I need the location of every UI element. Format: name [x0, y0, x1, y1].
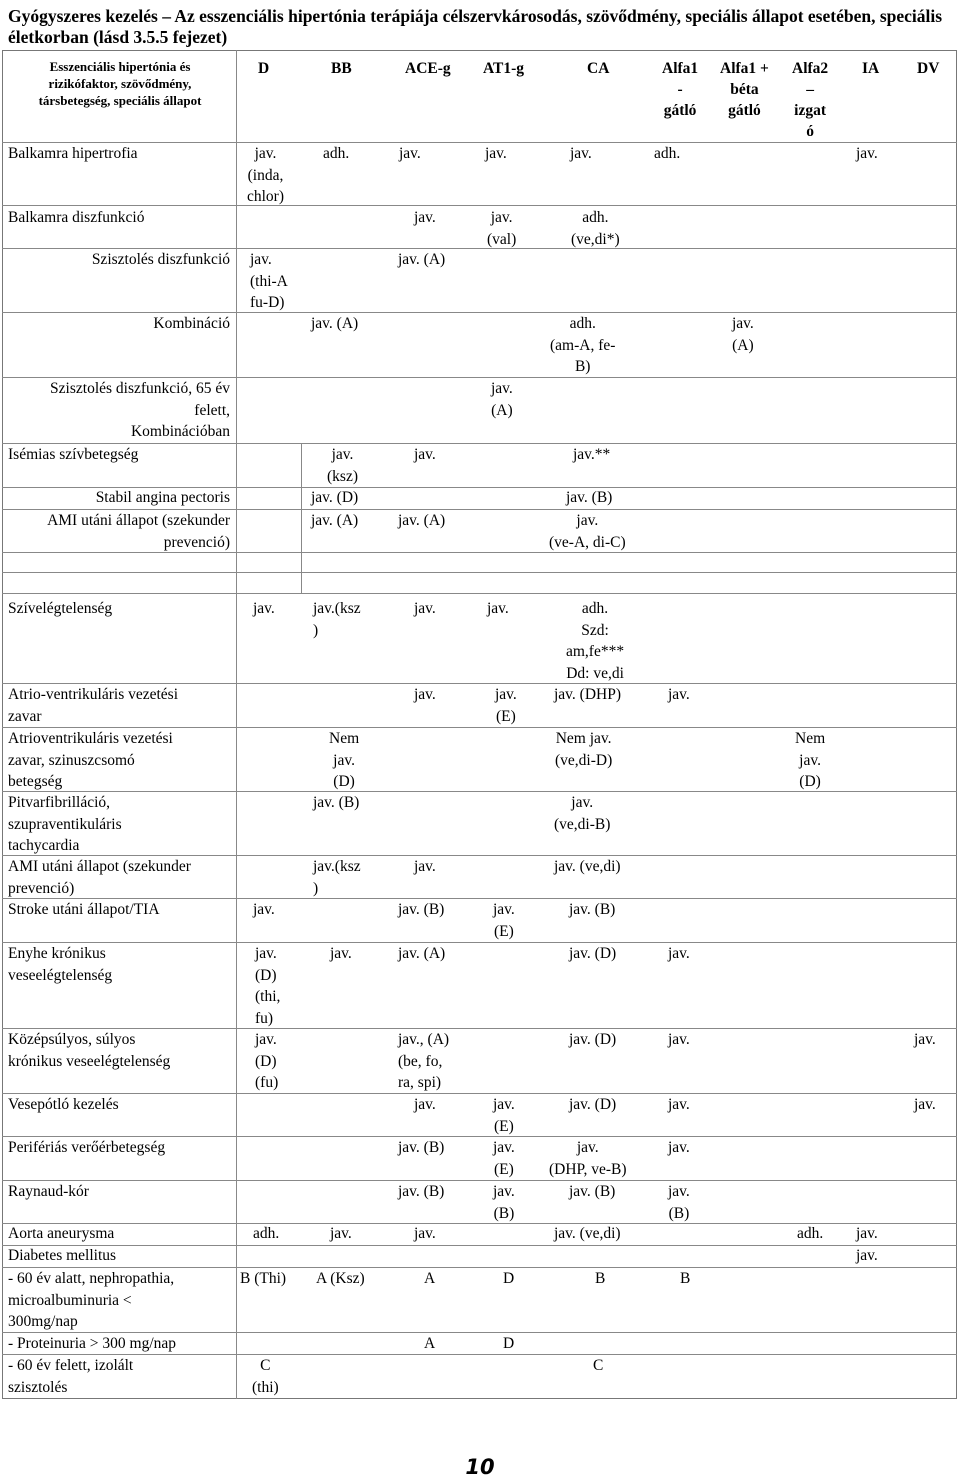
cell-alfa1: jav.: [668, 1139, 690, 1156]
header-col-dv: DV: [917, 60, 940, 77]
header-col-ca: CA: [587, 60, 610, 77]
cell-alfa1: jav.: [668, 1031, 690, 1048]
header-col-ia: IA: [862, 60, 880, 77]
column-divider: [301, 443, 302, 487]
row-label: AMI utáni állapot (szekunder prevenció): [47, 512, 230, 551]
cell-d: jav. (D) (fu): [255, 1031, 279, 1091]
cell-d: jav. (D) (thi, fu): [255, 945, 281, 1027]
row-label: Szívelégtelenség: [8, 600, 113, 617]
cell-ace-g: jav.: [414, 1096, 436, 1113]
cell-alfa1-beta: jav. (A): [732, 315, 754, 354]
row-label: Atrioventrikuláris vezetési zavar, szinuszcsomó betegség: [8, 730, 173, 790]
cell-ace-g: A: [424, 1270, 436, 1287]
cell-alfa1: jav.: [668, 686, 690, 703]
cell-ca: jav. (ve-A, di-C): [549, 512, 626, 551]
cell-ca: jav. (D): [569, 1096, 617, 1113]
row-label: Stroke utáni állapot/TIA: [8, 901, 160, 918]
cell-ace-g: jav.: [414, 686, 436, 703]
cell-ace-g: jav.: [414, 209, 436, 226]
header-col-at1-g: AT1-g: [483, 60, 525, 77]
row-divider: [2, 1093, 957, 1094]
cell-ca: jav. (ve,di): [554, 858, 621, 875]
cell-bb: jav. (ksz): [327, 446, 358, 485]
cell-at1-g: jav.: [414, 446, 436, 463]
row-label: Raynaud-kór: [8, 1183, 89, 1200]
cell-alfa1: B: [680, 1270, 691, 1287]
row-label: AMI utáni állapot (szekunder prevenció): [8, 858, 191, 897]
cell-bb: jav. (A): [311, 512, 359, 529]
cell-ace-g: jav.: [414, 600, 436, 617]
cell-ca: jav.: [570, 145, 592, 162]
cell-bb: jav.(ksz ): [313, 858, 361, 897]
cell-ca: adh. Szd: am,fe*** Dd: ve,di: [566, 600, 625, 682]
row-divider: [2, 1245, 957, 1246]
row-label: Vesepótló kezelés: [8, 1096, 119, 1113]
header-col-alfa1-beta: Alfa1 + béta gátló: [720, 60, 769, 119]
header-col-ace-g: ACE-g: [405, 60, 451, 77]
column-divider: [301, 552, 302, 593]
cell-d: jav. (inda, chlor): [247, 145, 285, 205]
row-label: Diabetes mellitus: [8, 1247, 117, 1264]
row-label: Balkamra hipertrofia: [8, 145, 138, 162]
row-divider: [2, 142, 957, 143]
cell-alfa1: jav.: [668, 945, 690, 962]
document-title: Gyógyszeres kezelés – Az esszenciális hipertónia terápiája célszervkárosodás, szövődmény, speciális állapot esetében, speciális életkorban (lásd 3.5.5 fejezet): [8, 6, 943, 47]
row-label: Isémias szívbetegség: [8, 446, 139, 463]
cell-ca: C: [593, 1357, 604, 1374]
cell-ca: jav. (D): [569, 1031, 617, 1048]
cell-bb: jav.(ksz ): [313, 600, 361, 639]
column-divider: [301, 487, 302, 509]
cell-ace-g: jav. (A): [398, 945, 446, 962]
cell-ace-g: jav. (A): [398, 512, 446, 529]
cell-ace-g: A: [424, 1335, 436, 1352]
cell-ca: jav. (D): [569, 945, 617, 962]
cell-dv: jav.: [914, 1096, 936, 1113]
header-col-d: D: [258, 60, 270, 77]
header-col-bb: BB: [331, 60, 352, 77]
cell-bb: adh.: [323, 145, 350, 162]
cell-d: adh.: [253, 1225, 280, 1242]
cell-ca: jav. (ve,di): [554, 1225, 621, 1242]
cell-at1-g: jav. (B): [493, 1183, 515, 1222]
cell-ace-g: jav. (A): [398, 251, 446, 268]
cell-alfa1: adh.: [654, 145, 681, 162]
cell-dv: jav.: [914, 1031, 936, 1048]
row-label: Kombináció: [153, 315, 230, 332]
cell-at1-g: D: [503, 1335, 515, 1352]
cell-at1-g: jav. (E): [493, 1139, 515, 1178]
cell-ca: jav. (ve,di-B): [554, 794, 611, 833]
cell-ia: jav.: [856, 1247, 878, 1264]
column-divider: [301, 509, 302, 552]
cell-ca: jav. (B): [566, 489, 613, 506]
cell-bb: jav. (A): [311, 315, 359, 332]
row-label: Balkamra diszfunkció: [8, 209, 145, 226]
cell-bb: A (Ksz): [316, 1270, 365, 1287]
cell-bb: jav. (B): [313, 794, 360, 811]
page-number: 10: [465, 1455, 495, 1479]
cell-at1-g: jav. (val): [487, 209, 517, 248]
row-label: Szisztolés diszfunkció, 65 év felett, Kombinációban: [50, 380, 230, 440]
cell-at1-g: jav.: [487, 600, 509, 617]
row-divider: [2, 1180, 957, 1181]
row-label: Aorta aneurysma: [8, 1225, 115, 1242]
cell-alfa2: Nem jav. (D): [795, 730, 826, 790]
row-divider: [2, 443, 957, 444]
cell-ace-g: jav.: [414, 858, 436, 875]
cell-ace-g: jav. (B): [398, 1183, 445, 1200]
row-label: Enyhe krónikus veseelégtelenség: [8, 945, 113, 984]
row-divider: [2, 593, 957, 594]
cell-d: jav.: [253, 901, 275, 918]
row-label: - Proteinuria > 300 mg/nap: [8, 1335, 177, 1352]
header-col-alfa1: Alfa1 - gátló: [662, 60, 699, 119]
cell-d: jav. (thi-A fu-D): [250, 251, 288, 311]
cell-at1-g: D: [503, 1270, 515, 1287]
cell-d: jav.: [253, 600, 275, 617]
row-label: Stabil angina pectoris: [95, 489, 230, 506]
cell-ca: Nem jav. (ve,di-D): [555, 730, 613, 769]
row-divider: [2, 205, 957, 206]
cell-d: B (Thi): [240, 1270, 287, 1287]
cell-ca: adh. (am-A, fe- B): [550, 315, 616, 375]
row-label: Perifériás verőérbetegség: [8, 1139, 166, 1156]
cell-at1-g: jav. (E): [493, 901, 515, 940]
cell-ca: B: [595, 1270, 606, 1287]
row-label: - 60 év felett, izolált szisztolés: [8, 1357, 134, 1396]
cell-at1-g: jav.: [485, 145, 507, 162]
cell-ca: jav. (B): [569, 1183, 616, 1200]
row-divider: [2, 572, 957, 573]
row-divider: [2, 942, 957, 943]
header-condition: Esszenciális hipertónia és rizikófaktor, szövődmény, társbetegség, speciális állapot: [38, 59, 202, 108]
cell-ca: jav. (DHP): [554, 686, 622, 703]
cell-bb: jav. (D): [311, 489, 359, 506]
row-label: - 60 év alatt, nephropathia, microalbuminuria < 300mg/nap: [8, 1270, 175, 1330]
cell-ca: jav. (B): [569, 901, 616, 918]
cell-d: C (thi): [252, 1357, 279, 1396]
cell-ace-g: jav. (B): [398, 901, 445, 918]
cell-bb: Nem jav. (D): [329, 730, 360, 790]
row-label: Középsúlyos, súlyos krónikus veseelégtelenség: [8, 1031, 171, 1070]
cell-bb: jav.: [330, 945, 352, 962]
cell-ca: adh. (ve,di*): [571, 209, 620, 248]
cell-alfa1: jav.: [668, 1096, 690, 1113]
cell-ace-g: jav. (B): [398, 1139, 445, 1156]
row-label: Szisztolés diszfunkció: [91, 251, 230, 268]
cell-at1-g: jav. (E): [495, 686, 517, 725]
cell-ia: jav.: [856, 145, 878, 162]
cell-ca: jav.**: [573, 446, 611, 463]
cell-ace-g: jav., (A) (be, fo, ra, spi): [398, 1031, 450, 1091]
column-divider: [236, 50, 237, 1399]
header-col-alfa2: Alfa2 – izgat ó: [792, 60, 829, 140]
cell-at1-g: jav. (E): [493, 1096, 515, 1135]
cell-ace-g: jav.: [414, 1225, 436, 1242]
cell-ca: jav. (DHP, ve-B): [549, 1139, 627, 1178]
cell-bb: jav.: [330, 1225, 352, 1242]
cell-alfa1: jav. (B): [668, 1183, 690, 1222]
cell-at1-g: jav. (A): [491, 380, 513, 419]
row-label: Pitvarfibrilláció, szupraventikuláris tachycardia: [8, 794, 122, 854]
cell-ia: jav.: [856, 1225, 878, 1242]
row-label: Atrio-ventrikuláris vezetési zavar: [8, 686, 179, 725]
cell-ace-g: jav.: [399, 145, 421, 162]
cell-alfa2: adh.: [797, 1225, 824, 1242]
